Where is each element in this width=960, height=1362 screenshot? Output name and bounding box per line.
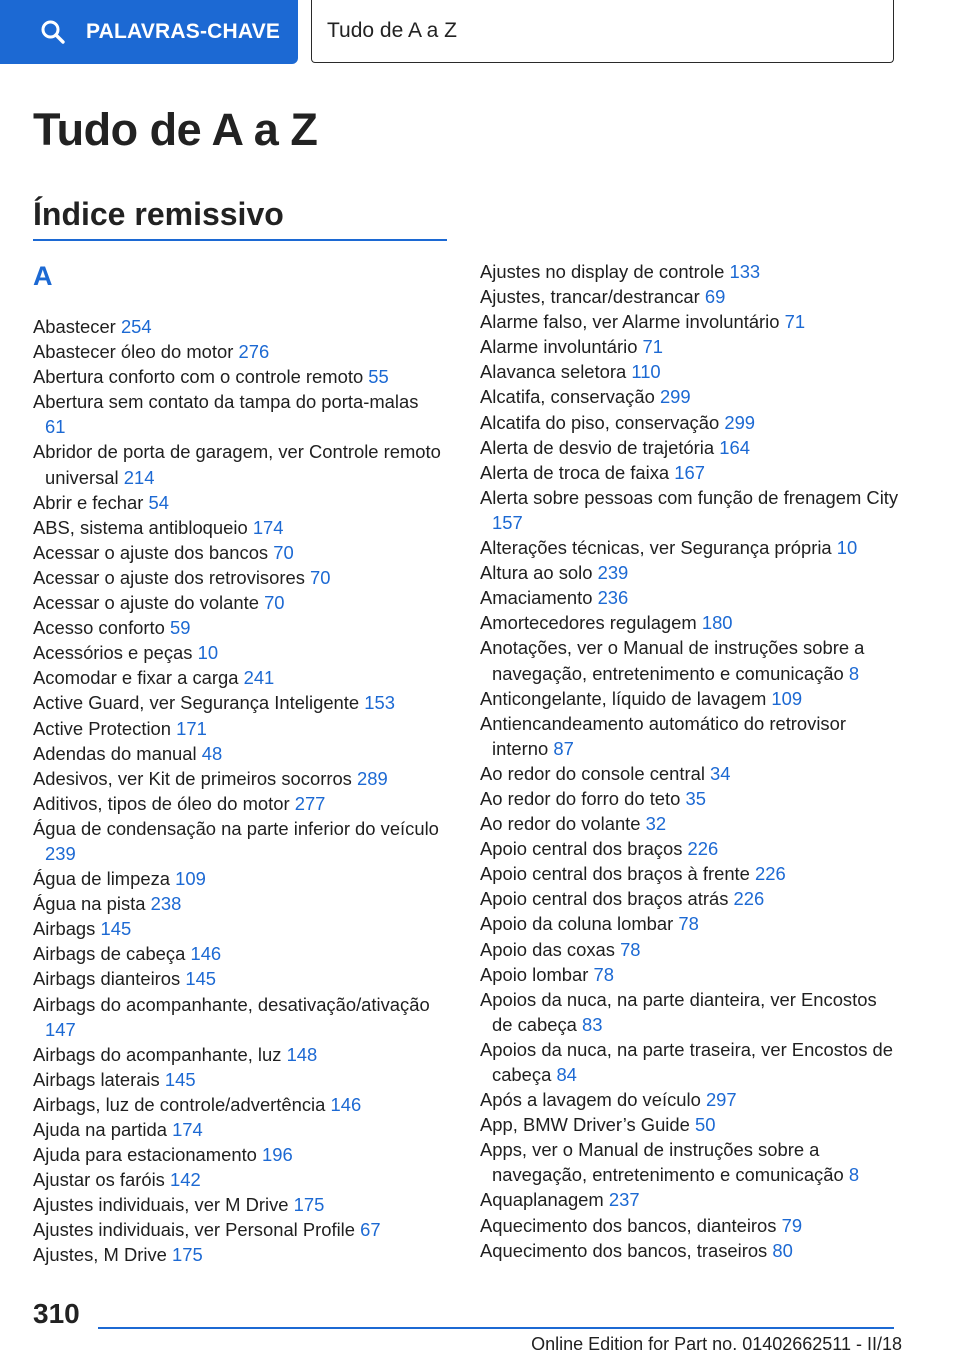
index-entry-text: Apoio central dos braços à frente (480, 863, 750, 885)
index-entry (33, 515, 443, 540)
index-entry-text: Aquaplanagem (480, 1189, 604, 1211)
index-entry-text: Apoio da coluna lombar (480, 913, 674, 935)
index-page-link[interactable]: 70 (310, 566, 331, 588)
index-page-link[interactable]: 299 (659, 386, 691, 408)
index-entry (33, 615, 443, 640)
index-page-link[interactable]: 299 (724, 411, 756, 433)
index-entry-text: Alerta de troca de faixa (480, 461, 670, 483)
breadcrumb[interactable] (311, 0, 894, 63)
index-entry-text: Alavanca seletora (480, 361, 627, 383)
index-entry (480, 937, 900, 962)
index-entry-text: Acesso conforto (33, 617, 165, 639)
index-page-link[interactable]: 238 (150, 893, 182, 915)
index-entry (480, 1137, 900, 1187)
index-page-link[interactable]: 145 (164, 1068, 196, 1090)
index-entry-text: Anotações, ver o Manual de instruções sobre a navegação, entretenimento e comunicação (480, 637, 865, 684)
index-entry-text: Airbags (33, 918, 96, 940)
index-page-link[interactable]: 146 (190, 943, 222, 965)
page-title: Tudo de A a Z (33, 104, 318, 155)
index-entry-text: Abertura conforto com o controle remoto (33, 366, 364, 388)
index-entry-text: Airbags do acompanhante, luz (33, 1043, 282, 1065)
index-page-link[interactable]: 276 (238, 341, 270, 363)
index-entry (33, 866, 443, 891)
index-page-link[interactable]: 10 (836, 537, 858, 559)
index-page-link[interactable]: 84 (556, 1064, 577, 1085)
index-page-link[interactable]: 10 (197, 642, 219, 664)
index-entry (480, 284, 900, 309)
index-entry (480, 585, 900, 610)
index-entry (33, 992, 443, 1042)
index-entry-text: Apoio lombar (480, 963, 589, 985)
index-entry-text: Acessar o ajuste dos bancos (33, 541, 269, 563)
index-entry-text: Alcatifa, conservação (480, 386, 655, 408)
index-page-link[interactable]: 175 (293, 1194, 325, 1216)
index-entry-text: Adesivos, ver Kit de primeiros socorros (33, 767, 352, 789)
index-entry (33, 916, 443, 941)
index-entry (480, 1213, 900, 1238)
index-entry (480, 359, 900, 384)
index-entry (480, 761, 900, 786)
index-entry (480, 1037, 900, 1087)
index-entry (480, 410, 900, 435)
index-page-link[interactable]: 109 (771, 687, 803, 709)
index-page-link[interactable]: 174 (252, 516, 284, 538)
index-entry-text: Após a lavagem do veículo (480, 1089, 701, 1111)
section-divider (33, 239, 447, 241)
index-page-link[interactable]: 226 (733, 888, 765, 910)
index-entry-text: Ajustes individuais, ver M Drive (33, 1194, 289, 1216)
index-entry (33, 1117, 443, 1142)
index-entry (480, 836, 900, 861)
keywords-button[interactable] (0, 0, 298, 64)
index-page-link[interactable]: 78 (620, 938, 641, 960)
index-entry (33, 690, 443, 715)
search-icon (40, 19, 66, 45)
index-entry-text: Alerta de desvio de trajetória (480, 436, 715, 458)
index-entry-text: Active Protection (33, 717, 171, 739)
index-page-link[interactable]: 87 (553, 737, 574, 759)
index-entry-text: Ajustes no display de controle (480, 261, 725, 282)
index-page-link[interactable]: 147 (45, 1018, 76, 1040)
index-entry-text: Ajustes individuais, ver Personal Profile (33, 1219, 355, 1241)
index-entry-text: Alterações técnicas, ver Segurança própria (480, 537, 832, 559)
index-entry-text: Ajuda para estacionamento (33, 1144, 257, 1166)
index-page-link[interactable]: 67 (360, 1219, 381, 1241)
index-page-link[interactable]: 79 (781, 1214, 803, 1236)
index-entry-text: Amaciamento (480, 587, 593, 609)
index-entry-text: Ajuda na partida (33, 1119, 167, 1140)
index-entry-text: Anticongelante, líquido de lavagem (480, 687, 767, 709)
index-entry (33, 590, 443, 615)
index-page-link[interactable]: 71 (642, 336, 664, 358)
index-page-link[interactable]: 157 (492, 511, 523, 533)
index-entry (480, 635, 900, 685)
index-entry (480, 259, 900, 284)
footer-divider (98, 1327, 894, 1329)
index-page-link[interactable]: 171 (176, 717, 207, 739)
index-entry (480, 886, 900, 911)
index-entry-text: Alarme falso, ver Alarme involuntário (480, 311, 780, 333)
index-entry (480, 610, 900, 635)
index-entry (480, 686, 900, 711)
index-entry-text: Apoios da nuca, na parte dianteira, ver Encostos de cabeça (480, 988, 877, 1035)
index-entry (33, 941, 443, 966)
index-entry (33, 1142, 443, 1167)
index-entry (33, 565, 443, 590)
index-entry (33, 716, 443, 741)
index-entry (480, 435, 900, 460)
index-entry (33, 364, 443, 389)
index-entry (480, 987, 900, 1037)
index-entry-text: Abrir e fechar (33, 491, 144, 513)
index-entry-text: App, BMW Driver’s Guide (480, 1114, 690, 1136)
index-page-link[interactable]: 59 (170, 617, 191, 639)
index-entry (480, 535, 900, 560)
keywords-button-label: PALAVRAS-CHAVE (86, 20, 281, 43)
index-entry-text: Adendas do manual (33, 742, 197, 764)
index-page-link[interactable]: 50 (694, 1114, 716, 1136)
index-entry (480, 861, 900, 886)
index-page-link[interactable]: 289 (357, 767, 388, 789)
index-page-link[interactable]: 167 (674, 461, 705, 483)
index-page-link[interactable]: 196 (262, 1144, 293, 1166)
index-page-link[interactable]: 55 (368, 366, 389, 388)
index-entry (33, 1167, 443, 1192)
index-entry (33, 439, 443, 489)
index-page-link[interactable]: 110 (631, 361, 661, 383)
index-entry-text: Ajustes, M Drive (33, 1244, 167, 1266)
index-entry-text: Amortecedores regulagem (480, 612, 697, 634)
index-page-link[interactable]: 48 (201, 742, 223, 764)
index-page-link[interactable]: 142 (169, 1169, 201, 1191)
breadcrumb-label: Tudo de A a Z (327, 19, 457, 42)
index-entry (480, 1087, 900, 1112)
index-page-link[interactable]: 8 (848, 1164, 860, 1186)
index-entry (480, 334, 900, 359)
index-entry (33, 339, 443, 364)
index-entry (480, 962, 900, 987)
index-entry (33, 1192, 443, 1217)
index-entry-text: Apoios da nuca, na parte traseira, ver Encostos de cabeça (480, 1038, 894, 1085)
index-page-link[interactable]: 8 (848, 662, 860, 684)
index-entry (33, 1042, 443, 1067)
index-entry-text: Airbags do acompanhante, desativação/ativação (33, 993, 430, 1015)
index-entry-text: Abastecer óleo do motor (33, 341, 234, 363)
index-entry-text: Apoio central dos braços atrás (480, 888, 729, 910)
index-page-link[interactable]: 241 (243, 667, 275, 689)
index-entry (480, 485, 900, 535)
index-entry-text: Ajustes, trancar/destrancar (480, 286, 700, 308)
index-entry-text: Aditivos, tipos de óleo do motor (33, 792, 290, 814)
index-column-left (33, 314, 443, 1268)
index-entry (33, 1242, 443, 1267)
index-page-link[interactable]: 254 (120, 316, 152, 337)
index-entry-text: Apps, ver o Manual de instruções sobre a navegação, entretenimento e comunicação (480, 1139, 844, 1186)
index-entry (480, 911, 900, 936)
index-page-link[interactable]: 54 (148, 491, 169, 513)
index-page-link[interactable]: 297 (705, 1089, 737, 1111)
index-entry (33, 1092, 443, 1117)
top-navigation (0, 0, 960, 66)
section-title: Índice remissivo (33, 196, 284, 232)
index-entry (33, 490, 443, 515)
index-entry-text: Ao redor do forro do teto (480, 787, 681, 809)
index-page-link[interactable]: 70 (264, 592, 285, 614)
index-page-link[interactable]: 78 (678, 913, 699, 935)
index-entry-text: Aquecimento dos bancos, traseiros (480, 1239, 768, 1261)
index-entry-text: Acessórios e peças (33, 642, 193, 664)
index-entry-text: ABS, sistema antibloqueio (33, 516, 248, 538)
index-entry-text: Ajustar os faróis (33, 1169, 165, 1191)
index-entry (480, 560, 900, 585)
index-entry (33, 314, 443, 339)
index-entry-text: Água na pista (33, 893, 146, 915)
index-page-link[interactable]: 148 (286, 1043, 318, 1065)
index-page-link[interactable]: 277 (294, 792, 326, 814)
index-entry (33, 741, 443, 766)
index-page-link[interactable]: 146 (330, 1093, 362, 1115)
index-entry-text: Acessar o ajuste dos retrovisores (33, 566, 305, 588)
index-entry-text: Abastecer (33, 316, 116, 337)
edition-footer: Online Edition for Part no. 01402662511 - II/18 (531, 1334, 902, 1354)
index-entry-text: Airbags laterais (33, 1068, 160, 1090)
index-page-link[interactable]: 70 (273, 541, 294, 563)
index-page-link[interactable]: 236 (597, 587, 629, 609)
index-entry (33, 640, 443, 665)
index-entry (480, 1112, 900, 1137)
index-page-link[interactable]: 164 (719, 436, 750, 458)
index-page-link[interactable]: 174 (172, 1119, 203, 1140)
index-entry-text: Acomodar e fixar a carga (33, 667, 239, 689)
index-page-link[interactable]: 145 (100, 918, 132, 940)
index-entry-text: Acessar o ajuste do volante (33, 592, 259, 614)
index-entry (480, 460, 900, 485)
index-entry (480, 309, 900, 334)
index-entry-text: Apoio central dos braços (480, 838, 683, 860)
index-page-link[interactable]: 214 (123, 466, 155, 488)
index-entry (33, 540, 443, 565)
index-entry (33, 891, 443, 916)
index-page-link[interactable]: 83 (582, 1013, 603, 1035)
index-entry-text: Água de limpeza (33, 868, 170, 890)
index-entry (480, 711, 900, 761)
index-entry (480, 384, 900, 409)
index-entry-text: Airbags de cabeça (33, 943, 186, 965)
index-page-link[interactable]: 32 (645, 813, 667, 835)
index-entry-text: Alerta sobre pessoas com função de frenagem City (480, 486, 899, 508)
index-entry-text: Airbags dianteiros (33, 968, 181, 990)
index-page-link[interactable]: 34 (710, 762, 731, 784)
index-entry-text: Airbags, luz de controle/advertência (33, 1093, 326, 1115)
index-page-link[interactable]: 239 (45, 842, 76, 864)
index-page-link[interactable]: 237 (608, 1189, 640, 1211)
index-entry (33, 766, 443, 791)
index-entry (33, 1217, 443, 1242)
index-page-link[interactable]: 61 (45, 416, 66, 438)
index-letter-heading: A (33, 261, 53, 291)
index-page-link[interactable]: 145 (185, 968, 217, 990)
index-page-link[interactable]: 180 (701, 612, 733, 634)
index-page-link[interactable]: 226 (755, 863, 786, 885)
index-entry (33, 966, 443, 991)
index-page-link[interactable]: 133 (729, 261, 761, 282)
index-entry-text: Abertura sem contato da tampa do porta-malas (33, 391, 419, 413)
index-page-link[interactable]: 226 (687, 838, 719, 860)
index-page-link[interactable]: 71 (784, 311, 806, 333)
index-entry-text: Active Guard, ver Segurança Inteligente (33, 692, 360, 714)
index-entry (480, 811, 900, 836)
index-entry-text: Apoio das coxas (480, 938, 615, 960)
index-entry (33, 791, 443, 816)
page-number: 310 (33, 1298, 80, 1329)
index-entry (480, 1238, 900, 1263)
index-entry-text: Aquecimento dos bancos, dianteiros (480, 1214, 777, 1236)
index-page-link[interactable]: 80 (772, 1239, 793, 1261)
index-page-link[interactable]: 239 (597, 562, 629, 584)
index-entry (480, 1187, 900, 1212)
index-entry (33, 389, 443, 439)
index-page-link[interactable]: 109 (175, 868, 206, 890)
index-entry (480, 786, 900, 811)
index-entry-text: Alcatifa do piso, conservação (480, 411, 720, 433)
index-entry-text: Ao redor do volante (480, 813, 641, 835)
index-entry (33, 816, 443, 866)
index-entry (33, 1067, 443, 1092)
index-page-link[interactable]: 35 (685, 787, 706, 809)
index-entry-text: Água de condensação na parte inferior do veículo (33, 817, 439, 839)
index-entry-text: Antiencandeamento automático do retrovisor interno (480, 712, 846, 759)
index-entry-text: Alarme involuntário (480, 336, 638, 358)
index-page-link[interactable]: 69 (704, 286, 726, 308)
index-entry-text: Altura ao solo (480, 562, 593, 584)
index-entry-text: Ao redor do console central (480, 762, 705, 784)
index-page-link[interactable]: 78 (593, 963, 614, 985)
index-page-link[interactable]: 153 (364, 692, 395, 714)
index-entry-text: Abridor de porta de garagem, ver Controle remoto universal (33, 441, 441, 488)
index-column-right (480, 259, 900, 1263)
index-page-link[interactable]: 175 (172, 1244, 203, 1266)
index-entry (33, 665, 443, 690)
